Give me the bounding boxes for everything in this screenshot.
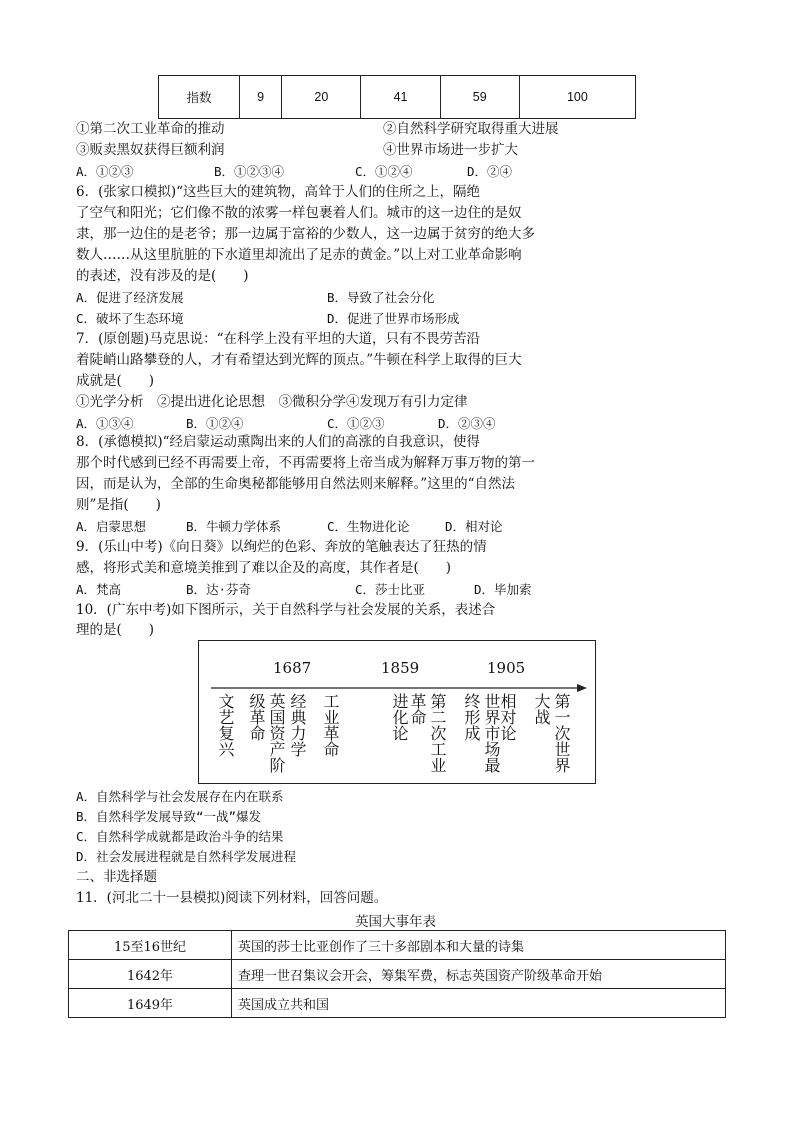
index-cell: 9 [240,76,282,119]
timeline-event [246,693,288,773]
q7-option-a[interactable]: A．①③④ [76,416,134,431]
q8-option-a[interactable]: A．启蒙思想 [76,519,147,534]
q6-line: 数人……从这里肮脏的下水道里却流出了足赤的黄金。”以上对工业革命影响 [76,247,522,263]
q7-line: 成就是( ) [76,373,155,389]
q10-option-d[interactable]: D．社会发展进程就是自然科学发展进程 [76,849,297,864]
q8-line: 8．(承德模拟)“经启蒙运动熏陶出来的人们的高涨的自我意识，使得 [76,434,481,450]
q6-line: 6．(张家口模拟)“这些巨大的建筑物，高耸于人们的住所之上，隔绝 [76,184,481,200]
table-row [69,931,726,960]
q5-option-a[interactable]: A．①②③ [76,164,134,179]
q7-line: 7．(原创题)马克思说：“在科学上没有平坦的大道，只有不畏劳苦沿 [76,331,481,347]
table-row [69,989,726,1018]
q7-option-c[interactable]: C．①②③ [327,416,385,431]
q7-option-b[interactable]: B．①②④ [186,416,244,431]
q8-option-b[interactable]: B．牛顿力学体系 [186,519,282,534]
q5-item-4: ④世界市场进一步扩大 [383,142,518,158]
q8-line: 则”是指( ) [76,497,161,513]
table-row [69,960,726,989]
index-cell: 20 [282,76,361,119]
q5-item-2: ②自然科学研究取得重大进展 [383,121,559,137]
q6-line: 隶，那一边住的是老爷；那一边属于富裕的少数人，这一边属于贫穷的绝大多 [76,226,535,242]
index-cell: 59 [440,76,519,119]
timeline-event-text: 英国资产阶级革命 [247,693,286,773]
timeline-event: 第二次工业革命 [408,693,447,773]
timeline-figure [198,640,596,784]
timeline-event: 进化论 [390,693,409,741]
q5-option-c[interactable]: C．①②④ [355,164,413,179]
index-cell: 41 [361,76,440,119]
q6-line: 的表述，没有涉及的是( ) [76,268,249,284]
timeline-event: 相对论 [498,693,517,741]
table-row [159,76,636,119]
event-table [68,930,726,1018]
q7-line: 着陡峭山路攀登的人，才有希望达到光辉的顶点。”牛顿在科学上取得的巨大 [76,352,522,368]
event-table-title: 英国大事年表 [355,914,436,930]
q10-line: 10．(广东中考)如下图所示，关于自然科学与社会发展的关系，表述合 [76,602,496,618]
section-heading: 二、非选择题 [76,869,157,885]
q6-option-a[interactable]: A．促进了经济发展 [76,290,184,305]
event-time: 1649年 [69,989,232,1018]
q6-line: 了空气和阳光；它们像不散的浓雾一样包裹着人们。城市的这一边住的是奴 [76,205,522,221]
timeline-event: 第一次世界大战 [532,693,571,773]
q5-item-3: ③贩卖黑奴获得巨额利润 [76,142,225,158]
q10-option-a[interactable]: A．自然科学与社会发展存在内在联系 [76,789,284,804]
q6-option-d[interactable]: D．促进了世界市场形成 [327,311,460,326]
q8-line: 那个时代感到已经不再需要上帝，不再需要将上帝当成为解释万事万物的第一 [76,455,535,471]
timeline-event: 文艺复兴 [216,693,235,757]
event-desc: 英国的莎士比亚创作了三十多部剧本和大量的诗集 [232,931,726,960]
timeline-year: 1905 [487,659,526,677]
q8-line: 因，而是认为，全部的生命奥秘都能够用自然法则来解释。”这里的“自然法 [76,476,516,492]
q9-option-a[interactable]: A．梵高 [76,582,122,597]
q9-line: 感，将形式美和意境美推到了难以企及的高度，其作者是( ) [76,560,452,576]
q5-item-1: ①第二次工业革命的推动 [76,121,225,137]
timeline-event: 经典力学 [288,693,307,757]
event-time: 1642年 [69,960,232,989]
q9-option-d[interactable]: D．毕加索 [474,582,532,597]
q8-option-c[interactable]: C．生物进化论 [327,519,410,534]
q9-line: 9．(乐山中考)《向日葵》以绚烂的色彩、奔放的笔触表达了狂热的情 [76,539,487,555]
event-desc: 查理一世召集议会开会，筹集军费，标志英国资产阶级革命开始 [232,960,726,989]
timeline-year: 1687 [273,659,312,677]
q7-items: ①光学分析 ②提出进化论思想 ③微积分学④发现万有引力定律 [76,394,468,410]
q11-line: 11．(河北二十一县模拟)阅读下列材料，回答问题。 [76,890,388,906]
q10-line: 理的是( ) [76,622,155,638]
q6-option-b[interactable]: B．导致了社会分化 [327,290,435,305]
event-desc: 英国成立共和国 [232,989,726,1018]
event-time: 15至16世纪 [69,931,232,960]
timeline-event: 工业革命 [321,693,340,757]
q10-option-c[interactable]: C．自然科学成就都是政治斗争的结果 [76,829,284,844]
q5-option-b[interactable]: B．①②③④ [214,164,285,179]
index-label-cell: 指数 [159,76,240,119]
q7-option-d[interactable]: D．②③④ [438,416,496,431]
q9-option-c[interactable]: C．莎士比亚 [355,582,426,597]
timeline-event: 世界市场最终形成 [462,693,501,773]
q5-option-d[interactable]: D．②④ [467,164,513,179]
q9-option-b[interactable]: B．达·芬奇 [186,582,252,597]
q10-option-b[interactable]: B．自然科学发展导致“一战”爆发 [76,809,262,824]
timeline-year: 1859 [381,659,420,677]
index-cell: 100 [519,76,635,119]
index-table [158,75,636,119]
q8-option-d[interactable]: D．相对论 [445,519,503,534]
q6-option-c[interactable]: C．破坏了生态环境 [76,311,184,326]
